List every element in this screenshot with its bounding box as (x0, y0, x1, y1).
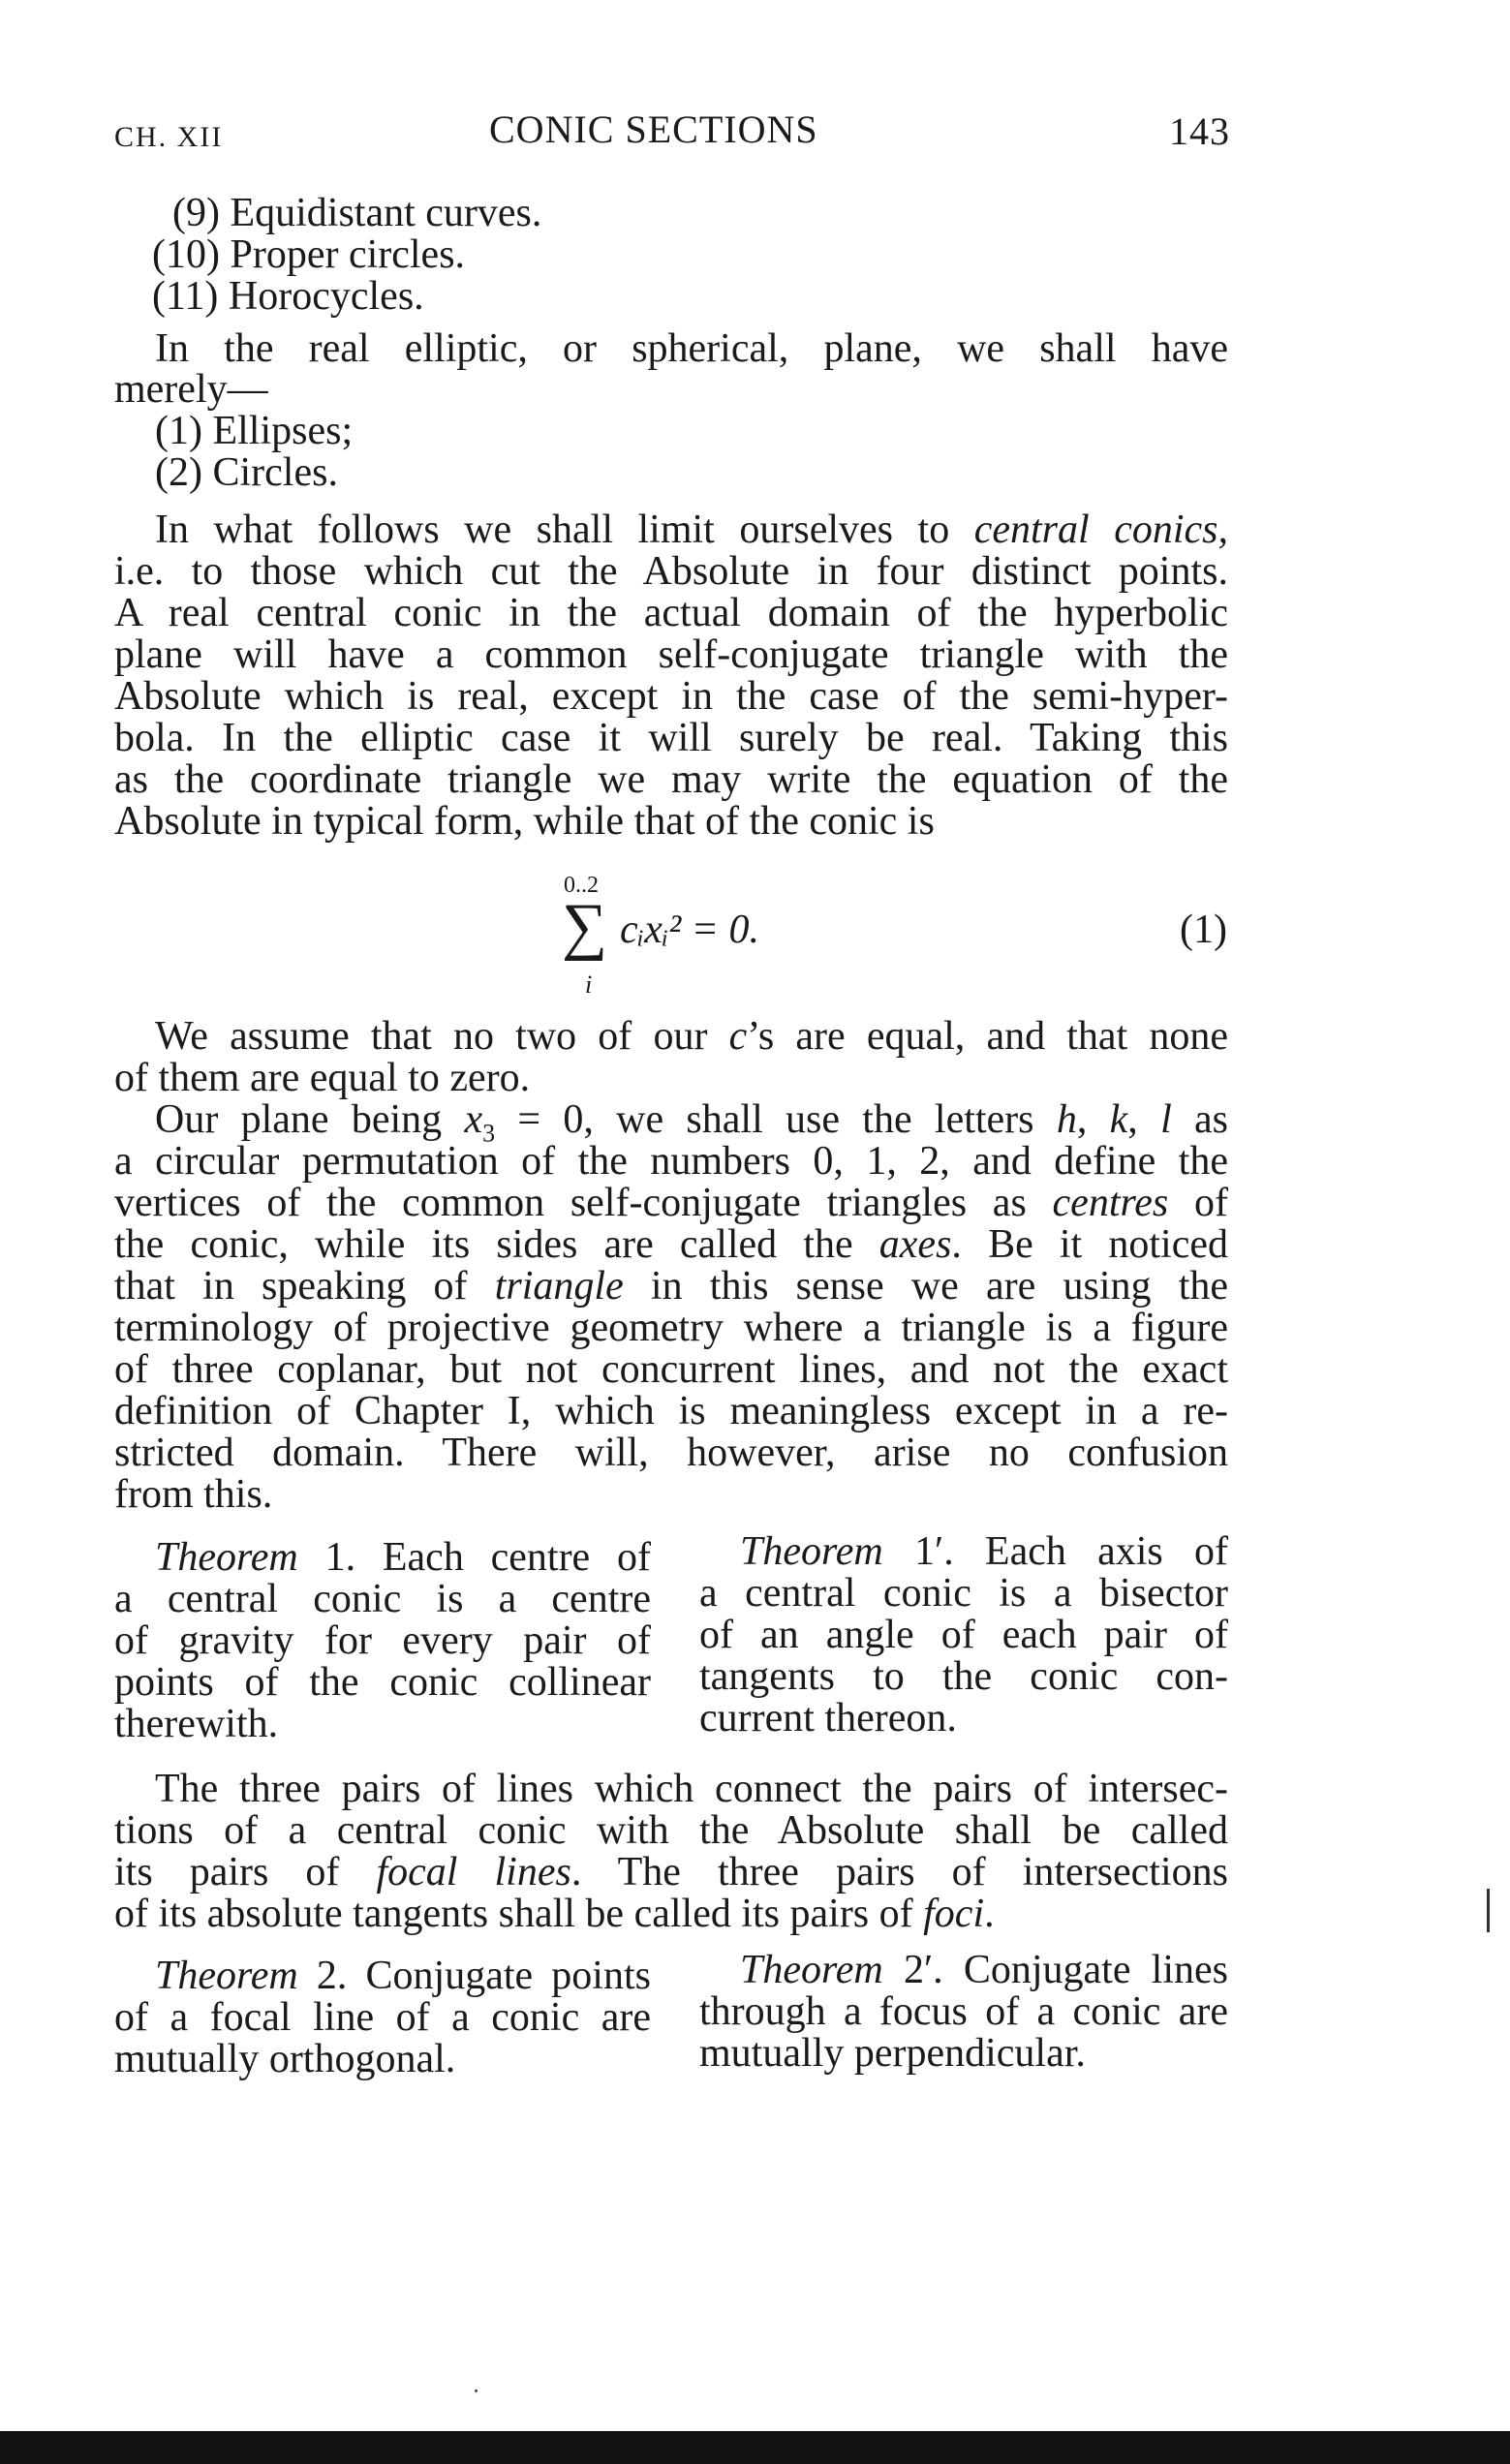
equation-number: (1) (1180, 908, 1227, 952)
paragraph-line (114, 1851, 1228, 1894)
theorem-line: of a focal line of a conic are (114, 1995, 651, 2040)
list-item: (2) Circles. (155, 450, 338, 495)
emphasis-text: axes (878, 1222, 952, 1267)
emphasis-text: centres (1052, 1181, 1169, 1225)
scan-edge-mark (1487, 1889, 1490, 1932)
paragraph-line: of three coplanar, but not concurrent lines, and not the exact (114, 1347, 1228, 1392)
text-run: 1′. Each axis of (882, 1529, 1228, 1574)
theorem-line: through a focus of a conic are (699, 1989, 1228, 2034)
sigma-symbol: ∑ (562, 891, 608, 962)
paragraph-line: merely— (114, 367, 268, 412)
text-run: 1. Each centre of (297, 1535, 651, 1580)
paragraph-line (114, 1182, 1228, 1224)
theorem-line: points of the conic collinear (114, 1660, 651, 1705)
list-item: (1) Ellipses; (155, 409, 354, 453)
theorem-line: of an angle of each pair of (699, 1613, 1228, 1657)
text-run: 2. Conjugate points (297, 1954, 651, 1998)
emphasis-text: c (728, 1014, 748, 1059)
theorem-1-heading (155, 1536, 651, 1579)
paragraph-line: A real central conic in the actual domain of the hyperbolic (114, 591, 1228, 635)
list-item: (9) Equidistant curves. (172, 191, 542, 235)
theorem-label: Theorem (740, 1529, 883, 1574)
text-run: , (1076, 1097, 1110, 1142)
equation-body: cᵢxᵢ² = 0. (620, 908, 760, 952)
theorem-1-prime-heading (740, 1530, 1228, 1573)
text-run: of its absolute tangents shall be called its pairs of (114, 1892, 924, 1936)
list-item: (10) Proper circles. (152, 232, 466, 277)
theorem-line: current thereon. (699, 1696, 957, 1740)
text-run: ’s are equal, and that none (747, 1014, 1229, 1059)
page-number: 143 (1169, 109, 1230, 153)
text-run: the conic, while its sides are called the (114, 1222, 879, 1267)
text-run: as (1171, 1097, 1229, 1142)
emphasis-text: triangle (494, 1264, 624, 1309)
paragraph-line: The three pairs of lines which connect the pairs of intersec- (155, 1767, 1228, 1811)
emphasis-text: x (464, 1097, 483, 1142)
paragraph-line: i.e. to those which cut the Absolute in four distinct points. (114, 549, 1228, 594)
emphasis-text: h (1056, 1097, 1077, 1142)
paragraph-line (114, 1265, 1228, 1308)
text-run: , (1127, 1097, 1161, 1142)
paragraph-line: terminology of projective geometry where a triangle is a figure (114, 1306, 1228, 1350)
text-run: = 0, we shall use the letters (495, 1097, 1057, 1142)
text-run: its pairs of (114, 1850, 377, 1894)
text-run: . The three pairs of intersections (570, 1850, 1228, 1894)
paragraph-line (155, 508, 1228, 551)
subscript: 3 (482, 1119, 496, 1148)
running-title: CONIC SECTIONS (489, 108, 818, 151)
sum-upper-limit: 0..2 (564, 873, 599, 898)
theorem-2-prime-heading (740, 1949, 1228, 1991)
theorem-line: mutually orthogonal. (114, 2037, 456, 2081)
paragraph-line: stricted domain. There will, however, arise no confusion (114, 1431, 1228, 1475)
text-run: In what follows we shall limit ourselves to (155, 508, 974, 552)
paragraph-line: as the coordinate triangle we may write the equation of the (114, 757, 1228, 802)
theorem-line: tangents to the conic con- (699, 1654, 1228, 1699)
paragraph-line: Absolute which is real, except in the case of the semi-hyper- (114, 674, 1228, 719)
scan-speck (475, 2389, 478, 2392)
theorem-label: Theorem (740, 1948, 883, 1992)
paragraph-line (114, 1223, 1228, 1266)
paragraph-line: plane will have a common self-conjugate triangle with the (114, 632, 1228, 677)
paragraph-line: definition of Chapter I, which is meaningless except in a re- (114, 1389, 1228, 1433)
paragraph-line: from this. (114, 1472, 273, 1517)
emphasis-text: focal lines (376, 1850, 571, 1894)
text-run: . Be it noticed (951, 1222, 1228, 1267)
theorem-line: a central conic is a centre (114, 1577, 651, 1621)
text-run: We assume that no two of our (155, 1014, 729, 1059)
text-run: of (1168, 1181, 1228, 1225)
theorem-line: therewith. (114, 1702, 279, 1746)
theorem-line: a central conic is a bisector (699, 1571, 1228, 1616)
theorem-2-heading (155, 1955, 651, 1997)
paragraph-line: tions of a central conic with the Absolute shall be called (114, 1808, 1228, 1853)
list-item: (11) Horocycles. (152, 274, 424, 319)
text-run: in this sense we are using the (623, 1264, 1229, 1309)
theorem-line: mutually perpendicular. (699, 2031, 1086, 2076)
theorem-label: Theorem (155, 1535, 298, 1580)
emphasis-text: k (1109, 1097, 1128, 1142)
paragraph-line: of them are equal to zero. (114, 1056, 531, 1100)
paragraph-line (155, 1015, 1228, 1058)
chapter-label: CH. XII (114, 121, 224, 153)
paragraph-line: a circular permutation of the numbers 0, 1, 2, and define the (114, 1139, 1228, 1184)
scan-bottom-edge (0, 2431, 1510, 2464)
theorem-line: of gravity for every pair of (114, 1618, 651, 1663)
text-run: . (984, 1892, 995, 1936)
emphasis-text: foci (923, 1892, 985, 1936)
emphasis-text: l (1160, 1097, 1172, 1142)
emphasis-text: central conics, (973, 508, 1228, 552)
paragraph-line (114, 1893, 995, 1935)
paragraph-line: bola. In the elliptic case it will surely be real. Taking this (114, 716, 1228, 760)
text-run: that in speaking of (114, 1264, 495, 1309)
paragraph-line: Absolute in typical form, while that of the conic is (114, 799, 935, 844)
text-run: Our plane being (155, 1097, 465, 1142)
text-run: vertices of the common self-conjugate triangles as (114, 1181, 1053, 1225)
sum-index: i (585, 970, 593, 999)
text-run: 2′. Conjugate lines (882, 1948, 1228, 1992)
paragraph-line: In the real elliptic, or spherical, plane, we shall have (155, 326, 1228, 371)
theorem-label: Theorem (155, 1954, 298, 1998)
